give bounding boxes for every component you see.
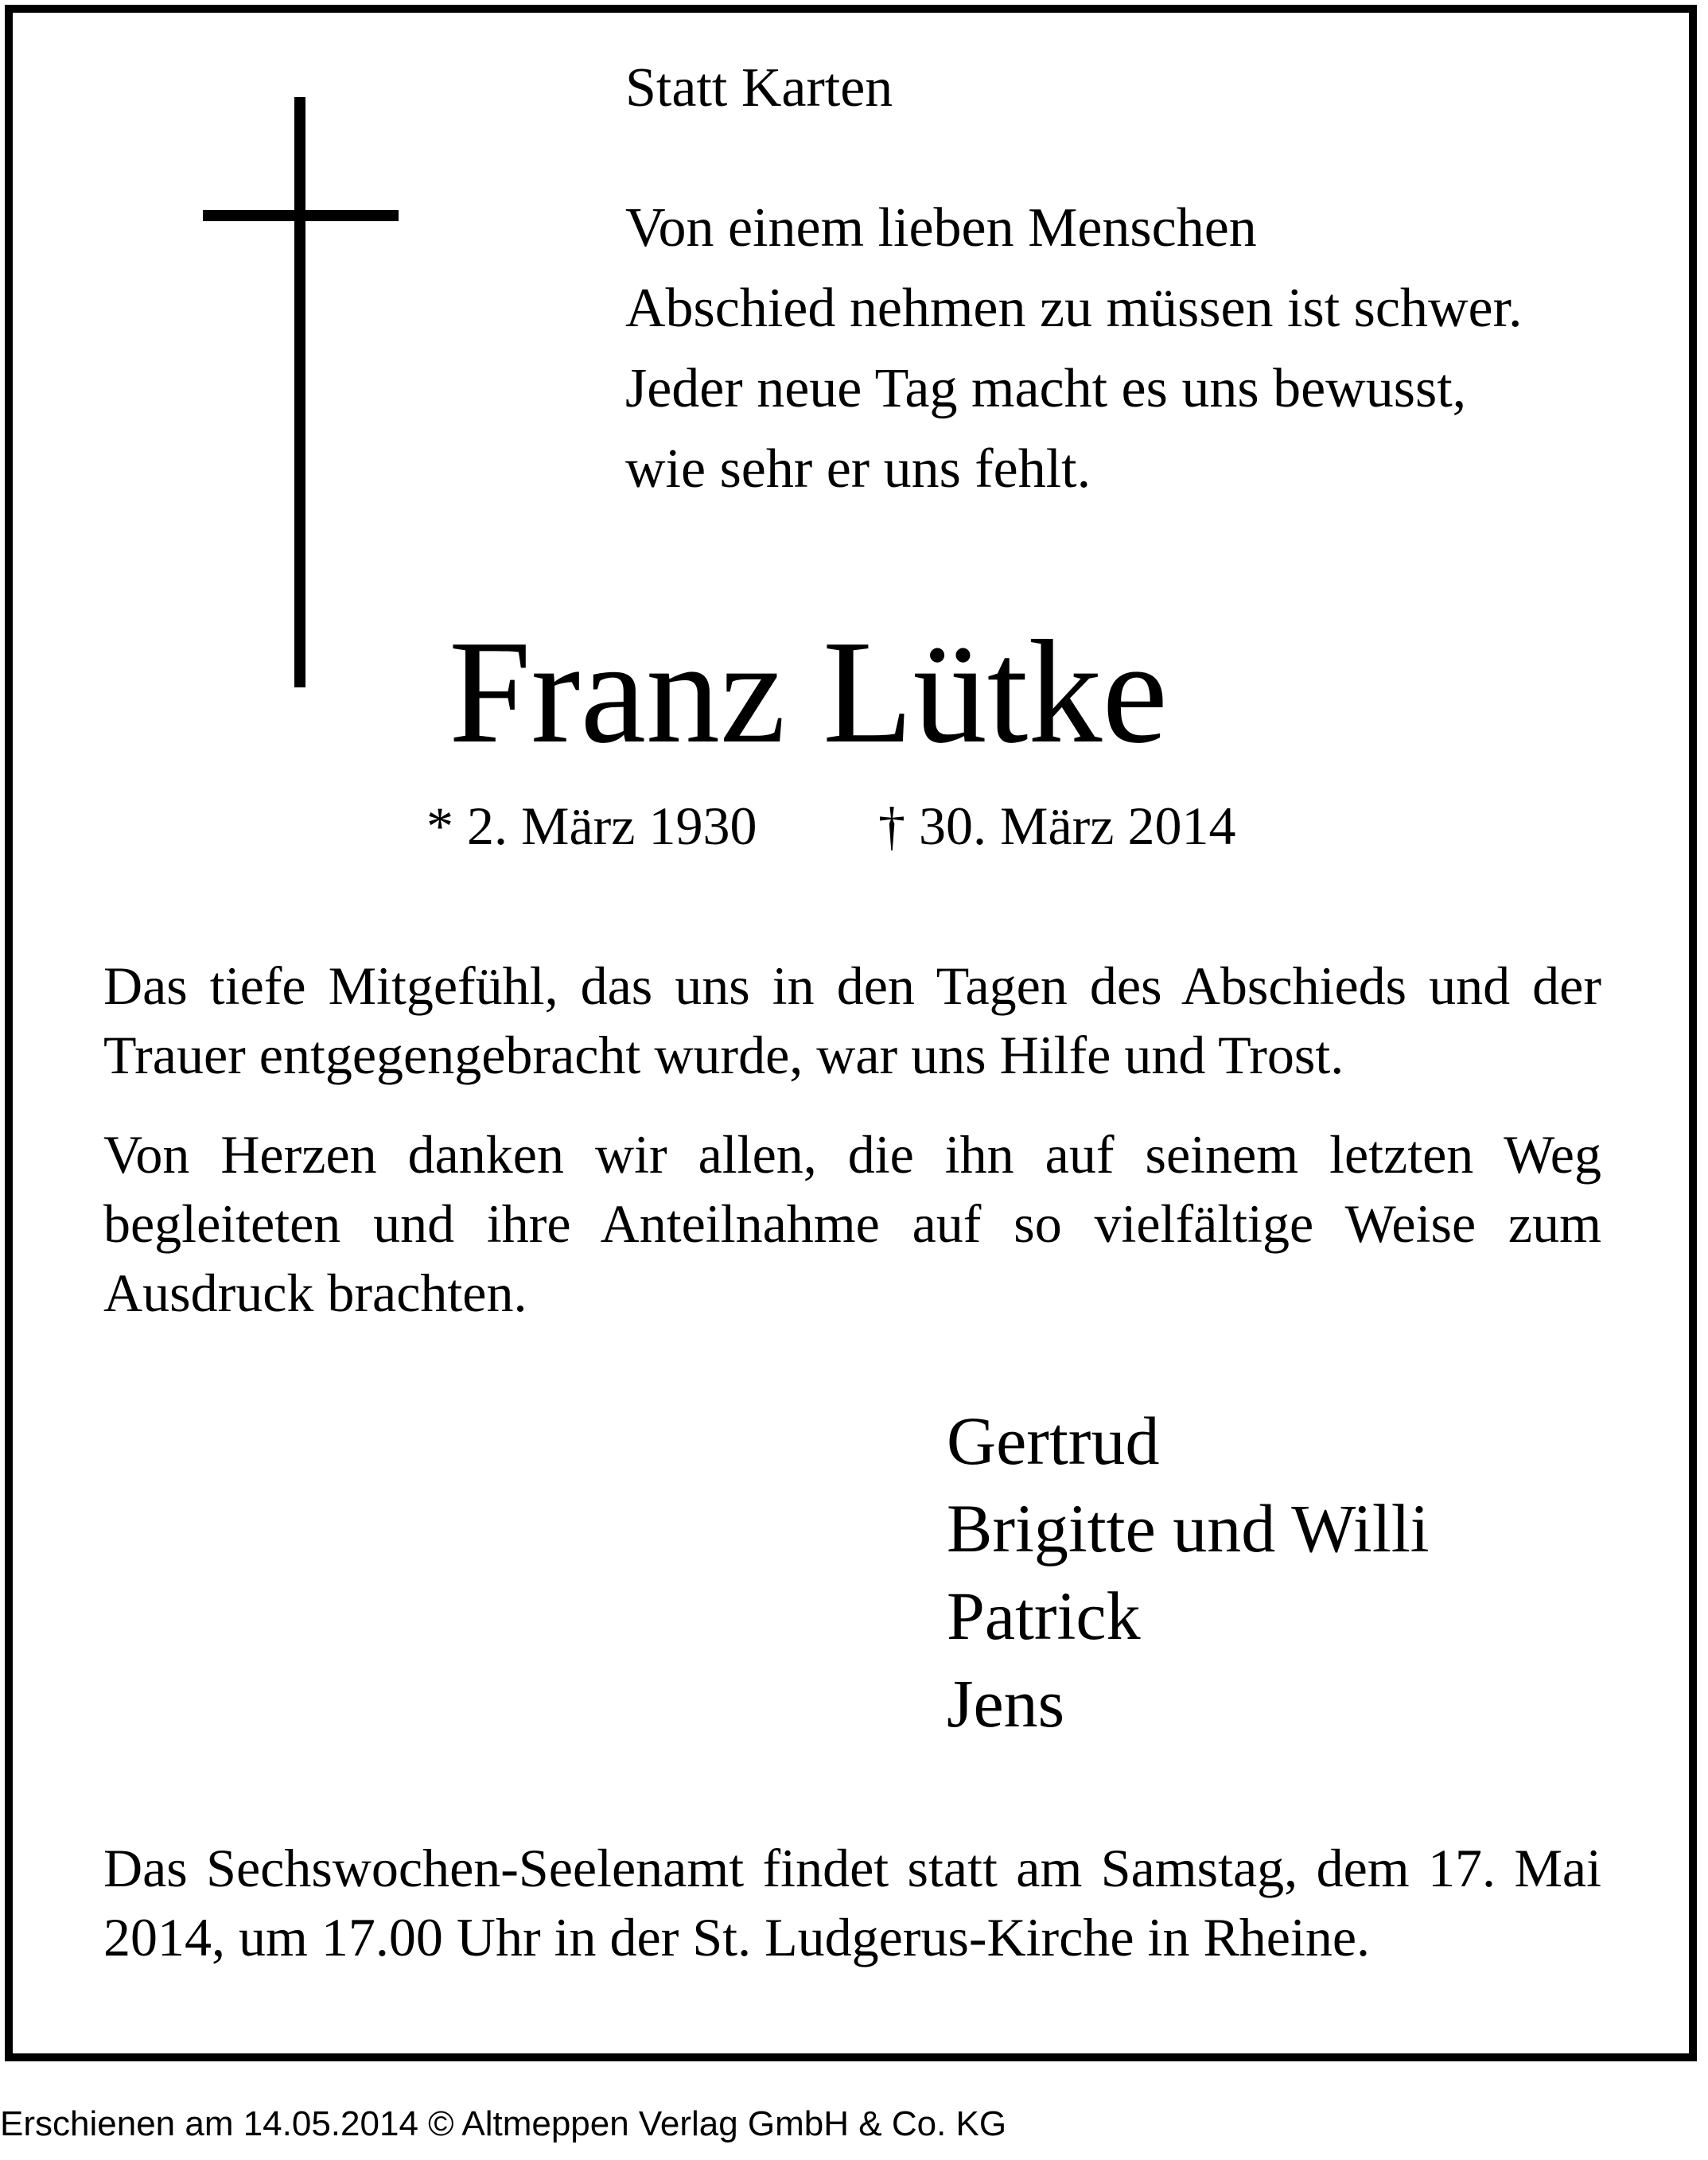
signer-name: Gertrud — [947, 1403, 1160, 1479]
service-announcement: Das Sechswochen-Seelenamt findet statt am Samstag, dem 17. Mai 2014, um 17.00 Uhr in der St. Ludgerus-Kirche in Rheine. — [103, 1838, 1601, 1967]
birth-date: * 2. März 1930 — [426, 796, 757, 856]
publication-footer: Erschienen am 14.05.2014 © Altmeppen Verlag GmbH & Co. KG — [0, 2104, 1007, 2143]
deceased-name: Franz Lütke — [449, 610, 1168, 774]
notice-heading: Statt Karten — [625, 57, 893, 119]
verse-line: Abschied nehmen zu müssen ist schwer. — [625, 278, 1523, 339]
thanks-paragraph: Das tiefe Mitgefühl, das uns in den Tagen des Abschieds und der Trauer entgegengebracht wurde, war uns Hilfe und Trost. — [103, 955, 1601, 1085]
verse-line: Von einem lieben Menschen — [625, 197, 1257, 259]
cross-horizontal-bar — [203, 210, 399, 221]
memorial-verse — [625, 188, 1523, 509]
thanks-paragraph: Von Herzen danken wir allen, die ihn auf seinem letzten Weg begleiteten und ihre Anteilnahme auf so vielfältige Weise zum Ausdruck brachten. — [103, 1124, 1601, 1323]
signer-name: Patrick — [947, 1578, 1141, 1654]
signer-name: Jens — [947, 1665, 1065, 1742]
verse-line: wie sehr er uns fehlt. — [625, 438, 1091, 500]
death-date: † 30. März 2014 — [878, 796, 1236, 856]
cross-vertical-bar — [294, 97, 305, 687]
signers-list — [947, 1397, 1430, 1747]
verse-line: Jeder neue Tag macht es uns bewusst, — [625, 358, 1467, 419]
signer-name: Brigitte und Willi — [947, 1490, 1430, 1566]
